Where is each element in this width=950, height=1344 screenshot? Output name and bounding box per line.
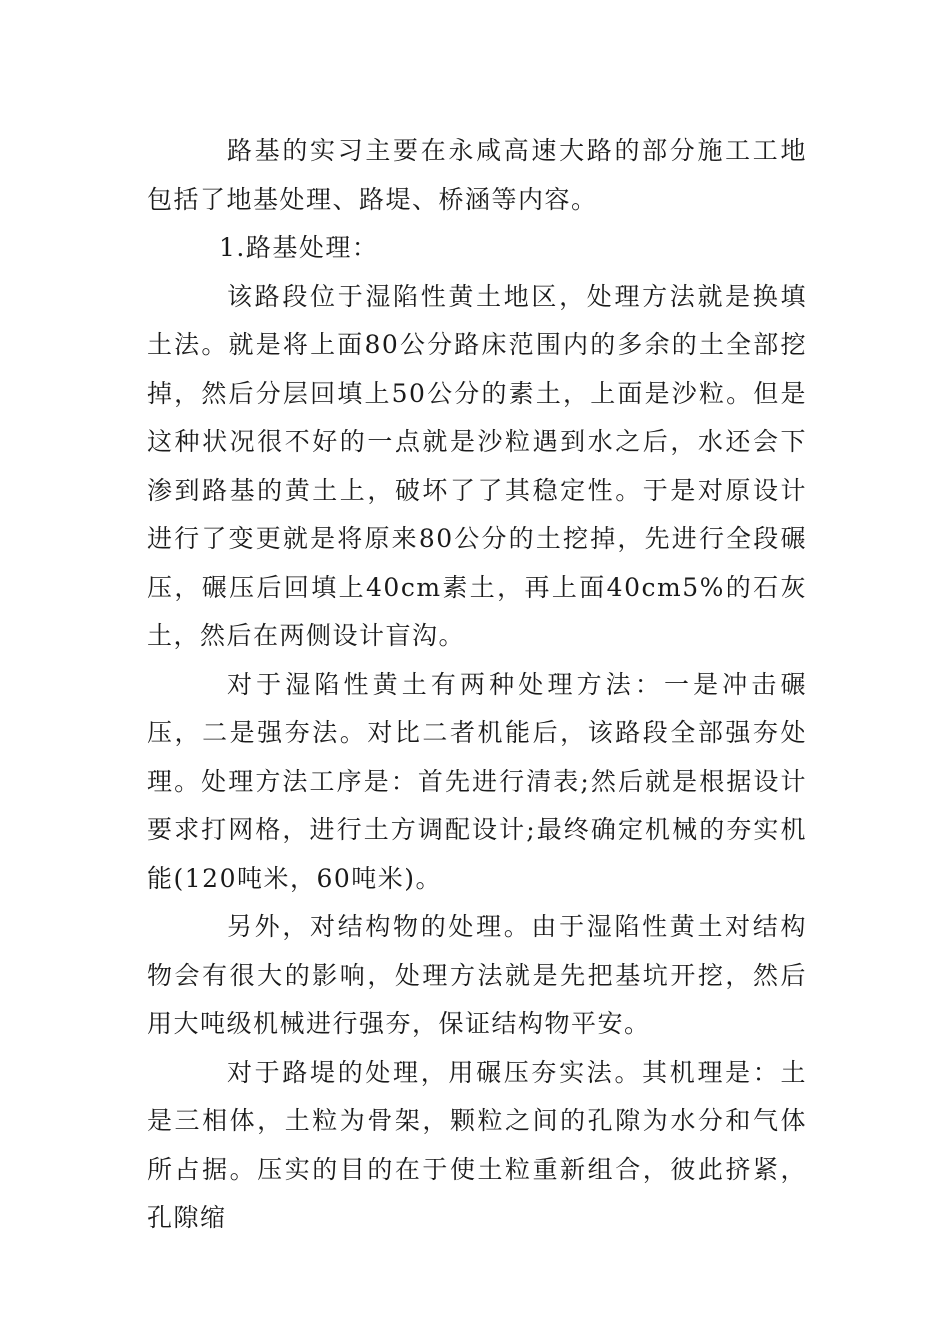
paragraph-replacement-method: 该路段位于湿陷性黄土地区，处理方法就是换填土法。就是将上面80公分路床范围内的多余的土全部挖掉，然后分层回填上50公分的素土，上面是沙粒。但是这种状况很不好的一点就是沙粒遇到水之后，水还会下渗到路基的黄土上，破坏了了其稳定性。于是对原设计进行了变更就是将原来80公分的土挖掉，先进行全段碾压，碾压后回填上40cm素土，再上面40cm5%的石灰土，然后在两侧设计盲沟。 — [147, 281, 807, 650]
paragraph-structure-treatment: 另外，对结构物的处理。由于湿陷性黄土对结构物会有很大的影响，处理方法就是先把基坑开挖，然后用大吨级机械进行强夯，保证结构物平安。 — [147, 912, 807, 1038]
section-heading-subgrade-treatment: 1.路基处理： — [219, 233, 379, 262]
document-page — [147, 127, 807, 1243]
paragraph-loess-treatment-methods: 对于湿陷性黄土有两种处理方法：一是冲击碾压，二是强夯法。对比二者机能后，该路段全部强夯处理。处理方法工序是：首先进行清表;然后就是根据设计要求打网格，进行土方调配设计;最终确定机械的夯实机能(120吨米，60吨米)。 — [147, 669, 807, 893]
paragraph-intro: 路基的实习主要在永咸高速大路的部分施工工地包括了地基处理、路堤、桥涵等内容。 — [147, 136, 807, 214]
paragraph-embankment-treatment: 对于路堤的处理，用碾压夯实法。其机理是：土是三相体，土粒为骨架，颗粒之间的孔隙为水分和气体所占据。压实的目的在于使土粒重新组合，彼此挤紧，孔隙缩 — [147, 1057, 807, 1232]
